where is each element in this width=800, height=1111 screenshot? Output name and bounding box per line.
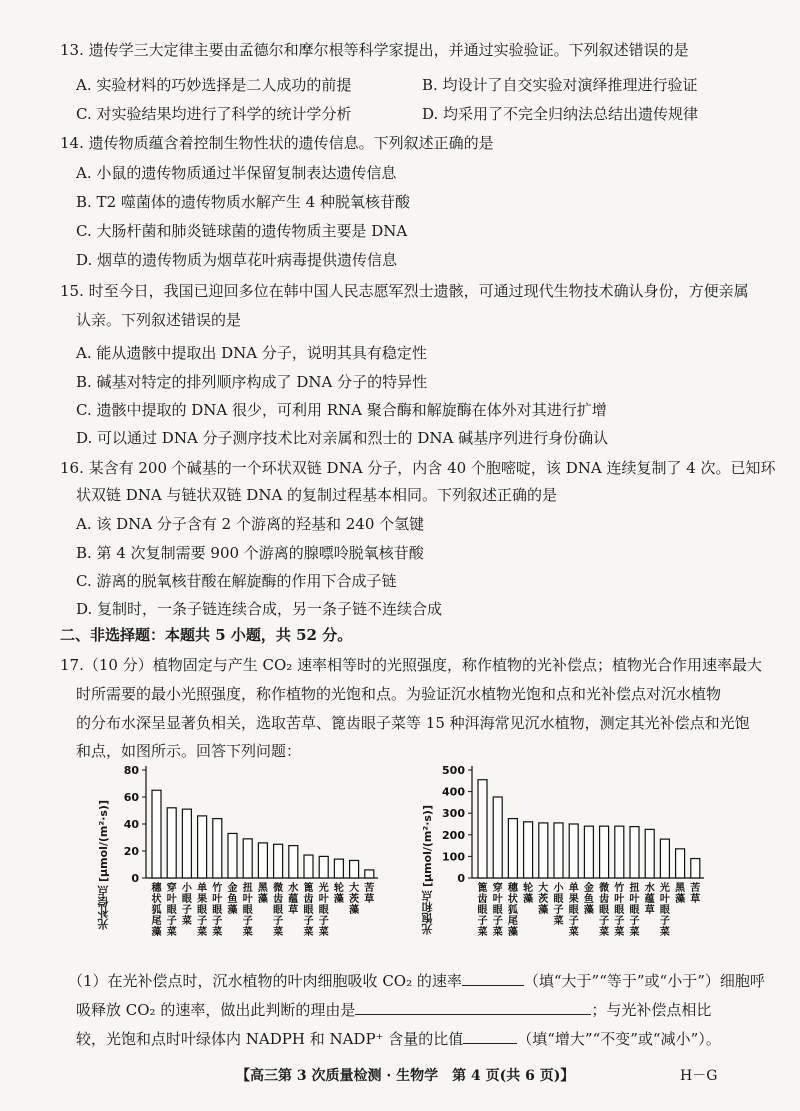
chart2-category-label: 单果眼子菜 bbox=[568, 883, 579, 938]
chart1-category-label: 单果眼子菜 bbox=[197, 883, 208, 938]
chart2-category-label: 微齿眼子菜 bbox=[599, 883, 610, 938]
q17-sub1-line-3 bbox=[76, 1029, 721, 1049]
q14-option-c: C. 大肠杆菌和肺炎链球菌的遗传物质主要是 DNA bbox=[76, 222, 408, 240]
q17-sub1-line-2 bbox=[76, 1000, 711, 1020]
chart2-ylabel: 光饱和点 [μmol/(m²·s)] bbox=[421, 805, 434, 935]
q13-option-a: A. 实验材料的巧妙选择是二人成功的前提 bbox=[76, 76, 352, 94]
q17-line-3: 的分布水深呈显著负相关，选取苦草、篦齿眼子菜等 15 种洱海常见沉水植物，测定其光补偿点和光饱 bbox=[76, 714, 750, 732]
q16-stem-1: 16. 某含有 200 个碱基的一个环状双链 DNA 分子，内含 40 个胞嘧啶，该 DNA 连续复制了 4 次。已知环 bbox=[60, 459, 776, 477]
chart2-bar bbox=[478, 780, 487, 878]
chart1-bar bbox=[243, 839, 252, 878]
q16-option-d: D. 复制时，一条子链连续合成，另一条子链不连续合成 bbox=[76, 600, 443, 618]
chart1-category-label: 小眼子菜 bbox=[181, 883, 192, 927]
chart1-bar bbox=[334, 859, 343, 878]
chart1-bar bbox=[198, 816, 207, 878]
chart2-category-label: 穗状狐尾藻 bbox=[507, 883, 518, 938]
chart2-bar bbox=[539, 823, 548, 878]
answer-blank-1[interactable] bbox=[462, 971, 524, 986]
q17-sub1-text-f: （填“增大”“不变”或“减小”）。 bbox=[517, 1030, 721, 1048]
chart1-category-label: 苦草 bbox=[364, 883, 375, 905]
chart2-category-label: 苦草 bbox=[690, 883, 701, 905]
q17-sub1-line-1 bbox=[68, 971, 765, 991]
answer-blank-2[interactable] bbox=[355, 1000, 591, 1015]
q15-stem-2: 认亲。下列叙述错误的是 bbox=[76, 311, 242, 329]
chart2-bar bbox=[615, 826, 624, 878]
chart1-category-label: 光叶眼子菜 bbox=[318, 883, 329, 938]
chart2-category-label: 光叶眼子菜 bbox=[659, 883, 670, 938]
chart2-category-label: 金鱼藻 bbox=[583, 883, 594, 916]
chart2-y-tick-label: 500 bbox=[442, 764, 465, 777]
chart1-bar bbox=[274, 844, 283, 878]
q15-option-c: C. 遗骸中提取的 DNA 很少，可利用 RNA 聚合酶和解旋酶在体外对其进行扩增 bbox=[76, 401, 607, 419]
chart2-bar bbox=[569, 824, 578, 878]
q15-option-b: B. 碱基对特定的排列顺序构成了 DNA 分子的特异性 bbox=[76, 373, 428, 391]
chart1-category-label: 穗状狐尾藻 bbox=[151, 883, 162, 938]
chart2-category-label: 篦齿眼子菜 bbox=[477, 883, 488, 938]
chart2-category-label: 轮藻 bbox=[523, 883, 534, 905]
chart2-category-label: 小眼子菜 bbox=[553, 883, 564, 927]
chart1-y-tick-label: 0 bbox=[131, 872, 139, 885]
q17-line-4: 和点，如图所示。回答下列问题： bbox=[76, 742, 302, 760]
chart1-bar bbox=[289, 846, 298, 878]
chart1-category-label: 轮藻 bbox=[333, 883, 344, 905]
chart1-y-tick-label: 80 bbox=[123, 764, 139, 777]
q16-option-a: A. 该 DNA 分子含有 2 个游离的羟基和 240 个氢键 bbox=[76, 515, 425, 533]
chart1-category-label: 竹叶眼子菜 bbox=[212, 883, 223, 938]
chart1-bar bbox=[182, 809, 191, 878]
chart2-category-label: 扭叶眼子菜 bbox=[629, 883, 640, 938]
chart1-category-label: 金鱼藻 bbox=[227, 883, 238, 916]
chart1-category-label: 黑藻 bbox=[257, 883, 268, 905]
q17-sub1-text-a: （1）在光补偿点时，沉水植物的叶肉细胞吸收 CO₂ 的速率 bbox=[68, 972, 462, 990]
q14-stem: 14. 遗传物质蕴含着控制生物性状的遗传信息。下列叙述正确的是 bbox=[60, 134, 494, 152]
q13-option-c: C. 对实验结果均进行了科学的统计学分析 bbox=[76, 105, 352, 123]
chart1-bar bbox=[167, 808, 176, 878]
chart2-bar bbox=[645, 829, 654, 878]
q16-stem-2: 状双链 DNA 与链状双链 DNA 的复制过程基本相同。下列叙述正确的是 bbox=[76, 486, 558, 504]
chart1-bar bbox=[228, 833, 237, 878]
q16-option-b: B. 第 4 次复制需要 900 个游离的腺嘌呤脱氧核苷酸 bbox=[76, 544, 424, 562]
q14-option-d: D. 烟草的遗传物质为烟草花叶病毒提供遗传信息 bbox=[76, 251, 398, 269]
q17-sub1-text-d: ；与光补偿点相比 bbox=[591, 1001, 712, 1019]
q13-option-d: D. 均采用了不完全归纳法总结出遗传规律 bbox=[422, 105, 699, 123]
chart-light-saturation-point bbox=[436, 760, 706, 970]
chart2-y-tick-label: 0 bbox=[457, 872, 465, 885]
chart2-bar bbox=[493, 797, 502, 878]
chart2-y-tick-label: 200 bbox=[442, 828, 465, 842]
footer-code: H－G bbox=[680, 1068, 718, 1084]
chart2-category-label: 黑藻 bbox=[675, 883, 686, 905]
chart2-bar bbox=[660, 839, 669, 878]
q13-option-b: B. 均设计了自交实验对演绎推理进行验证 bbox=[422, 76, 698, 94]
chart1-category-label: 扭叶眼子菜 bbox=[242, 883, 253, 938]
q17-line-2: 时所需要的最小光照强度，称作植物的光饱和点。为验证沉水植物光饱和点和光补偿点对沉水植物 bbox=[76, 685, 722, 703]
chart2-y-tick-label: 100 bbox=[442, 850, 465, 864]
chart2-bar bbox=[691, 859, 700, 878]
chart2-bar bbox=[600, 826, 609, 878]
q17-sub1-text-b: （填“大于”“等于”或“小于”）细胞呼 bbox=[523, 972, 765, 990]
chart1-bar bbox=[365, 870, 374, 878]
chart1-bar bbox=[258, 843, 267, 878]
q15-option-d: D. 可以通过 DNA 分子测序技术比对亲属和烈士的 DNA 碱基序列进行身份确认 bbox=[76, 429, 609, 447]
chart1-y-tick-label: 40 bbox=[123, 818, 139, 831]
chart2-bar bbox=[630, 827, 639, 878]
q14-option-b: B. T2 噬菌体的遗传物质水解产生 4 种脱氧核苷酸 bbox=[76, 193, 410, 211]
section-heading: 二、非选择题：本题共 5 小题，共 52 分。 bbox=[60, 626, 353, 644]
q17-sub1-text-e: 较，光饱和点时叶绿体内 NADPH 和 NADP⁺ 含量的比值 bbox=[76, 1030, 464, 1048]
chart2-bar bbox=[508, 819, 517, 878]
chart2-bar bbox=[554, 823, 563, 878]
chart1-category-label: 微齿眼子菜 bbox=[273, 883, 284, 938]
chart1-bar bbox=[304, 855, 313, 878]
chart2-category-label: 穿叶眼子菜 bbox=[492, 883, 503, 938]
chart1-bar bbox=[319, 856, 328, 878]
chart1-y-tick-label: 60 bbox=[123, 791, 139, 804]
chart1-category-label: 大茨藻 bbox=[349, 883, 360, 916]
q15-option-a: A. 能从遗骸中提取出 DNA 分子，说明其具有稳定性 bbox=[76, 344, 427, 362]
q14-option-a: A. 小鼠的遗传物质通过半保留复制表达遗传信息 bbox=[76, 164, 397, 182]
q15-stem-1: 15. 时至今日，我国已迎回多位在韩中国人民志愿军烈士遗骸，可通过现代生物技术确认身份，方便亲属 bbox=[60, 282, 749, 300]
chart1-bar bbox=[152, 790, 161, 878]
chart2-y-tick-label: 300 bbox=[442, 807, 465, 821]
chart2-category-label: 水蕴草 bbox=[644, 883, 655, 916]
q17-sub1-text-c: 吸释放 CO₂ 的速率，做出此判断的理由是 bbox=[76, 1001, 356, 1019]
chart1-ylabel: 光补偿点 [μmol/(m²·s)] bbox=[97, 800, 110, 930]
chart1-category-label: 穿叶眼子菜 bbox=[166, 883, 177, 938]
chart2-bar bbox=[676, 849, 685, 878]
q13-stem: 13. 遗传学三大定律主要由孟德尔和摩尔根等科学家提出，并通过实验验证。下列叙述错误的是 bbox=[60, 41, 689, 59]
q16-option-c: C. 游离的脱氧核苷酸在解旋酶的作用下合成子链 bbox=[76, 572, 397, 590]
chart1-bar bbox=[213, 819, 222, 878]
chart1-category-label: 水蕴草 bbox=[288, 883, 299, 916]
chart1-y-tick-label: 20 bbox=[123, 845, 139, 858]
answer-blank-3[interactable] bbox=[463, 1029, 517, 1044]
chart1-category-label: 篦齿眼子菜 bbox=[303, 883, 314, 938]
q17-line-1: 17.（10 分）植物固定与产生 CO₂ 速率相等时的光照强度，称作植物的光补偿点；植物光合作用速率最大 bbox=[60, 656, 763, 674]
footer-page-info: 【高三第 3 次质量检测 · 生物学 第 4 页(共 6 页)】 bbox=[236, 1068, 575, 1084]
chart2-category-label: 大茨藻 bbox=[538, 883, 549, 916]
chart2-category-label: 竹叶眼子菜 bbox=[614, 883, 625, 938]
chart2-bar bbox=[524, 822, 533, 878]
chart2-y-tick-label: 400 bbox=[442, 785, 465, 799]
chart2-bar bbox=[584, 826, 593, 878]
chart-light-compensation-point bbox=[110, 760, 380, 970]
chart1-bar bbox=[350, 860, 359, 878]
